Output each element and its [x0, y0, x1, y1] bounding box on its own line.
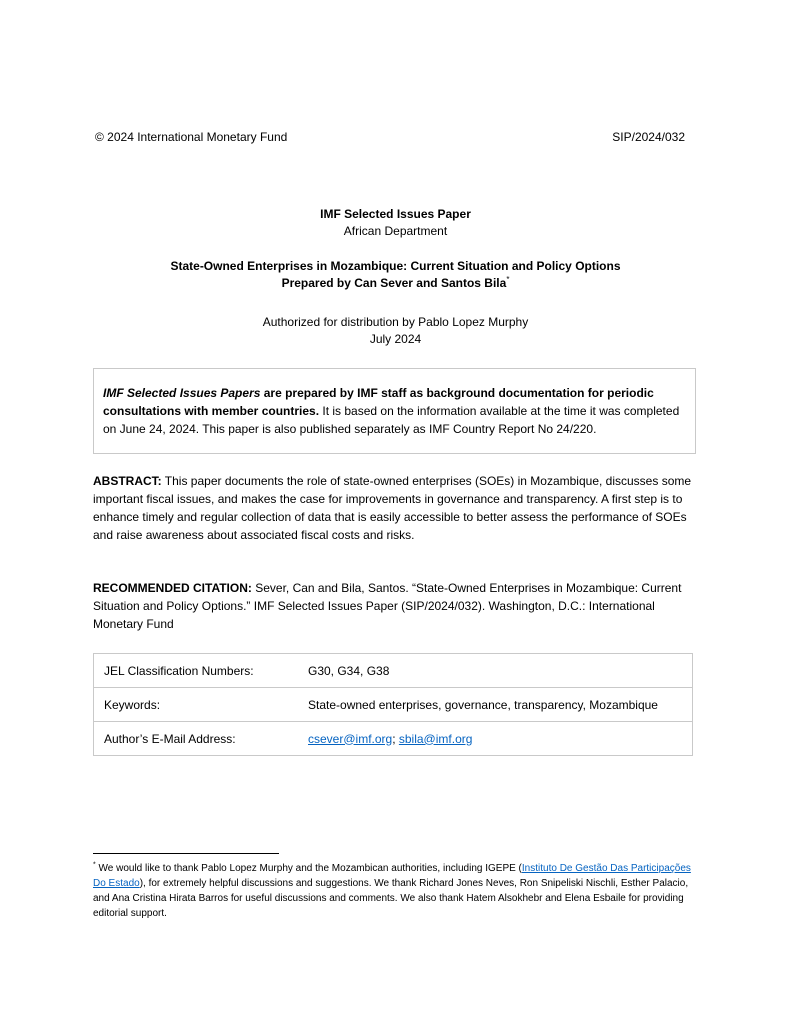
authorized-by: Authorized for distribution by Pablo Lopez Murphy [262, 315, 529, 329]
notice-italic: IMF Selected Issues Papers [103, 386, 261, 400]
table-row [94, 688, 693, 722]
table-row [94, 654, 693, 688]
footnote-divider [93, 853, 279, 854]
authors-text: Prepared by Can Sever and Santos Bila [281, 276, 507, 290]
abstract-label: ABSTRACT: [93, 474, 162, 488]
jel-value: G30, G34, G38 [298, 654, 693, 688]
footnote-text-after: ), for extremely helpful discussions and suggestions. We thank Richard Jones Neves, Ron Snipeliski Nischli, Esther Palacio, and Ana Cristina Hirata Barros for useful discussions and comments. We also thank Hatem Alsokhebr and Elena Esbaile for providing editorial support. [93, 878, 689, 919]
metadata-table [93, 653, 693, 756]
recommended-citation [93, 579, 698, 633]
email-separator: ; [392, 731, 399, 746]
footnote-text-before: We would like to thank Pablo Lopez Murphy and the Mozambican authorities, including IGEPE ( [95, 863, 522, 874]
copyright-notice: © 2024 International Monetary Fund [95, 130, 288, 144]
citation-text: Sever, Can and Bila, Santos. “State-Owned Enterprises in Mozambique: Current Situation and Policy Options.” IMF Selected Issues Paper (SIP/2024/032). Washington, D.C.: International Monetary Fund [93, 581, 682, 631]
email-label: Author’s E-Mail Address: [94, 722, 299, 756]
keywords-label: Keywords: [94, 688, 299, 722]
email-link-csever[interactable]: csever@imf.org [308, 731, 393, 746]
email-link-sbila[interactable]: sbila@imf.org [398, 731, 473, 746]
notice-bold: are prepared by IMF staff as background documentation for periodic consultations with member countries. [103, 386, 654, 418]
sip-number: SIP/2024/032 [612, 130, 685, 144]
igepe-link[interactable]: Instituto De Gestão Das Participações Do Estado [93, 863, 691, 889]
jel-label: JEL Classification Numbers: [94, 654, 299, 688]
email-value [298, 722, 693, 756]
notice-normal: It is based on the information available at the time it was completed on June 24, 2024. This paper is also published separately as IMF Country Report No 24/220. [103, 404, 680, 436]
department: African Department [343, 224, 448, 238]
table-row [94, 722, 693, 756]
authors-line [0, 274, 791, 292]
keywords-value: State-owned enterprises, governance, transparency, Mozambique [298, 688, 693, 722]
footnote [93, 861, 695, 921]
paper-type: IMF Selected Issues Paper [320, 207, 471, 221]
citation-label: RECOMMENDED CITATION: [93, 581, 252, 595]
paper-title: State-Owned Enterprises in Mozambique: Current Situation and Policy Options [170, 259, 621, 273]
publication-date: July 2024 [369, 332, 422, 346]
footnote-marker: * [93, 861, 96, 869]
abstract [93, 472, 698, 544]
notice-text [103, 384, 688, 438]
abstract-text: This paper documents the role of state-owned enterprises (SOEs) in Mozambique, discusses some important fiscal issues, and makes the case for improvements in governance and transparency. A first step is to enhance timely and regular collection of data that is easily accessible to better assess the performance of SOEs and raise awareness about associated fiscal costs and risks. [93, 474, 692, 542]
footnote-marker: * [506, 275, 510, 284]
